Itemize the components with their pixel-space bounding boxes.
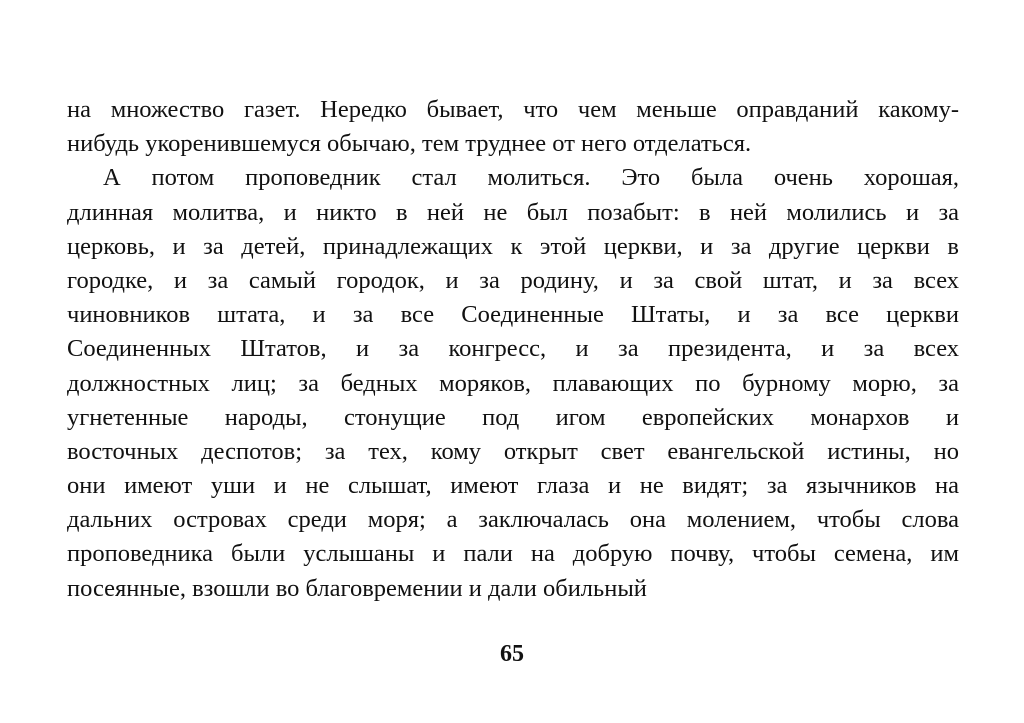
body-text — [67, 93, 959, 606]
text-line-12: они имеют уши и не слышат, имеют глаза и не видят; за язычников на — [67, 472, 959, 500]
paragraph-first-line: А потом проповедник стал молиться. Это была очень хорошая, — [103, 164, 959, 192]
text-line-14: проповедника были услышаны и пали на добрую почву, чтобы семена, им — [67, 540, 959, 568]
text-line-8: Соединенных Штатов, и за конгресс, и за президента, и за всех — [67, 335, 959, 363]
text-line-6: городке, и за самый городок, и за родину, и за свой штат, и за всех — [67, 266, 959, 294]
page-number: 65 — [500, 641, 524, 667]
text-line-2: нибудь укоренившемуся обычаю, тем труднее от него отделаться. — [67, 130, 752, 158]
text-line-11: восточных деспотов; за тех, кому открыт свет евангельской истины, но — [67, 437, 959, 465]
text-line-4: длинная молитва, и никто в ней не был позабыт: в ней молились и за — [67, 198, 959, 226]
text-line-7: чиновников штата, и за все Соединенные Штаты, и за все церкви — [67, 301, 959, 329]
text-line-1: на множество газет. Нередко бывает, что чем меньше оправданий какому- — [67, 96, 959, 123]
text-line-15: посеянные, взошли во благовремении и дали обильный — [67, 574, 647, 602]
text-line-13: дальних островах среди моря; а заключалась она молением, чтобы слова — [67, 506, 959, 534]
text-line-10: угнетенные народы, стонущие под игом европейских монархов и — [67, 403, 959, 431]
text-line-9: должностных лиц; за бедных моряков, плавающих по бурному морю, за — [67, 369, 959, 397]
text-line-5: церковь, и за детей, принадлежащих к этой церкви, и за другие церкви в — [67, 232, 959, 260]
